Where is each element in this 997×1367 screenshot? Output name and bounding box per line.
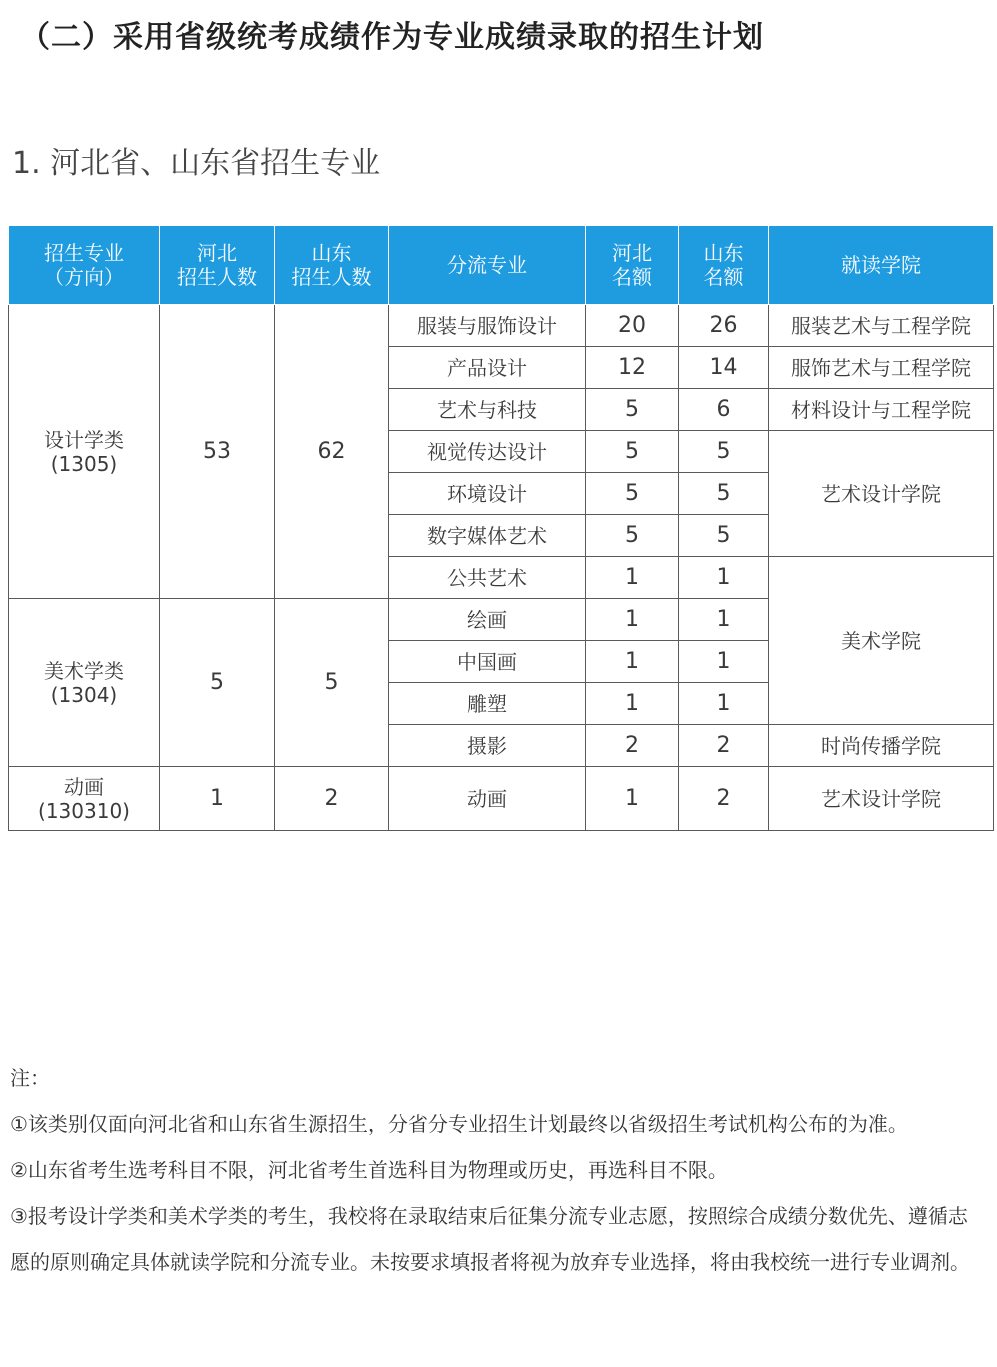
header-hebei-total <box>160 226 275 305</box>
shandong-quota: 5 <box>679 515 769 557</box>
group-name: 设计学类 <box>44 427 124 452</box>
group-shandong-total: 2 <box>275 767 389 831</box>
college: 材料设计与工程学院 <box>769 389 994 431</box>
shandong-quota: 26 <box>679 305 769 347</box>
shandong-quota: 1 <box>679 599 769 641</box>
split-major: 视觉传达设计 <box>389 431 586 473</box>
group-shandong-total: 5 <box>275 599 389 767</box>
shandong-quota: 14 <box>679 347 769 389</box>
split-major: 环境设计 <box>389 473 586 515</box>
header-major <box>9 226 160 305</box>
college: 服饰艺术与工程学院 <box>769 347 994 389</box>
group-fine-arts <box>9 599 160 767</box>
split-major: 产品设计 <box>389 347 586 389</box>
shandong-quota: 1 <box>679 641 769 683</box>
page-title: （二）采用省级统考成绩作为专业成绩录取的招生计划 <box>20 20 764 55</box>
group-code: (1304) <box>50 682 118 707</box>
split-major: 雕塑 <box>389 683 586 725</box>
group-code: (1305) <box>50 451 118 476</box>
header-major-line1: 招生专业 <box>44 241 124 265</box>
hebei-quota: 5 <box>586 389 679 431</box>
shandong-quota: 1 <box>679 557 769 599</box>
split-major: 艺术与科技 <box>389 389 586 431</box>
shandong-quota: 5 <box>679 431 769 473</box>
header-hebei-quota <box>586 226 679 305</box>
split-major: 服装与服饰设计 <box>389 305 586 347</box>
notes-label: 注： <box>10 1066 50 1090</box>
table-row <box>9 767 994 831</box>
group-code: (130310) <box>38 798 130 823</box>
header-major-line2: （方向） <box>44 265 124 289</box>
header-shandong-total <box>275 226 389 305</box>
header-shandong-quota-line2: 名额 <box>703 265 744 289</box>
header-college: 就读学院 <box>769 226 994 305</box>
header-hebei-total-line1: 河北 <box>197 241 237 265</box>
header-shandong-quota <box>679 226 769 305</box>
shandong-quota: 6 <box>679 389 769 431</box>
split-major: 绘画 <box>389 599 586 641</box>
hebei-quota: 5 <box>586 431 679 473</box>
table-row <box>9 305 994 347</box>
group-shandong-total: 62 <box>275 305 389 599</box>
group-hebei-total: 1 <box>160 767 275 831</box>
header-shandong-quota-line1: 山东 <box>703 241 744 265</box>
enrollment-plan-table <box>8 225 994 831</box>
shandong-quota: 1 <box>679 683 769 725</box>
hebei-quota: 12 <box>586 347 679 389</box>
hebei-quota: 20 <box>586 305 679 347</box>
split-major: 摄影 <box>389 725 586 767</box>
section-subtitle: 1. 河北省、山东省招生专业 <box>12 146 381 181</box>
split-major: 公共艺术 <box>389 557 586 599</box>
college: 时尚传播学院 <box>769 725 994 767</box>
header-shandong-total-line1: 山东 <box>311 241 352 265</box>
college: 艺术设计学院 <box>769 767 994 831</box>
group-hebei-total: 5 <box>160 599 275 767</box>
shandong-quota: 2 <box>679 725 769 767</box>
table-header-row <box>9 226 994 305</box>
group-hebei-total: 53 <box>160 305 275 599</box>
group-design <box>9 305 160 599</box>
group-animation <box>9 767 160 831</box>
college: 服装艺术与工程学院 <box>769 305 994 347</box>
group-name: 动画 <box>64 774 104 799</box>
header-hebei-total-line2: 招生人数 <box>177 265 257 289</box>
header-shandong-total-line2: 招生人数 <box>291 265 372 289</box>
hebei-quota: 1 <box>586 599 679 641</box>
hebei-quota: 5 <box>586 515 679 557</box>
shandong-quota: 5 <box>679 473 769 515</box>
split-major: 动画 <box>389 767 586 831</box>
college: 美术学院 <box>769 557 994 725</box>
shandong-quota: 2 <box>679 767 769 831</box>
split-major: 数字媒体艺术 <box>389 515 586 557</box>
hebei-quota: 1 <box>586 683 679 725</box>
header-hebei-quota-line2: 名额 <box>612 265 652 289</box>
hebei-quota: 1 <box>586 767 679 831</box>
hebei-quota: 1 <box>586 641 679 683</box>
hebei-quota: 2 <box>586 725 679 767</box>
hebei-quota: 5 <box>586 473 679 515</box>
header-split-major: 分流专业 <box>389 226 586 305</box>
note-item: ①该类别仅面向河北省和山东省生源招生，分省分专业招生计划最终以省级招生考试机构公布的为准。 <box>10 1112 908 1136</box>
note-item: ③报考设计学类和美术学类的考生，我校将在录取结束后征集分流专业志愿，按照综合成绩分数优先、遵循志愿的原则确定具体就读学院和分流专业。未按要求填报者将视为放弃专业选择，将由我校统一进行专业调剂。 <box>10 1204 970 1274</box>
group-name: 美术学类 <box>44 658 124 683</box>
college: 艺术设计学院 <box>769 431 994 557</box>
header-hebei-quota-line1: 河北 <box>612 241 652 265</box>
hebei-quota: 1 <box>586 557 679 599</box>
split-major: 中国画 <box>389 641 586 683</box>
notes-section <box>10 1055 970 1285</box>
note-item: ②山东省考生选考科目不限，河北省考生首选科目为物理或历史，再选科目不限。 <box>10 1158 728 1182</box>
